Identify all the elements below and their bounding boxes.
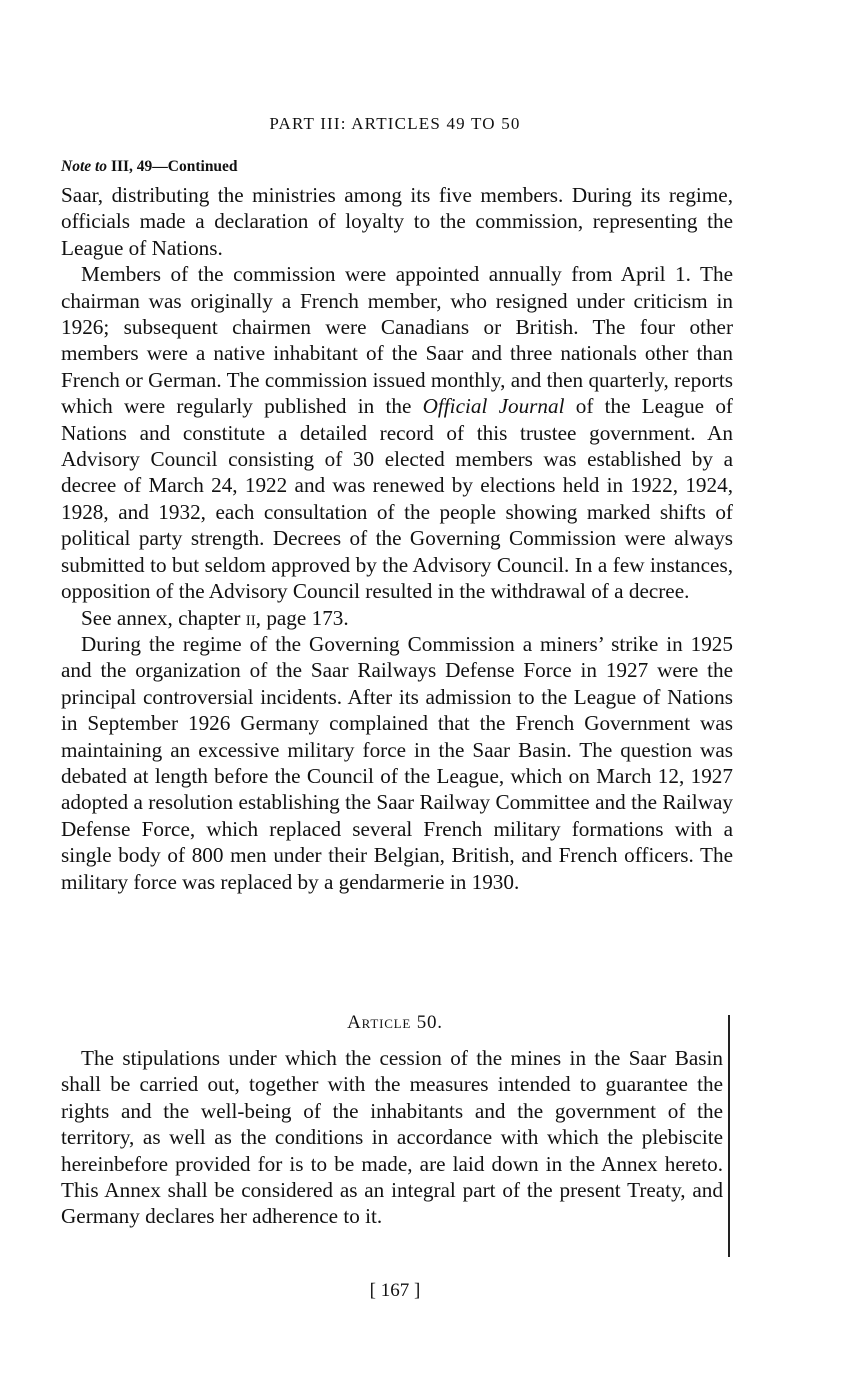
paragraph-4: During the regime of the Governing Commission a miners’ strike in 1925 and the organization of the Saar Railways Defense Force in 1927 were the principal controversial incidents. After its admission to the League of Nations in September 1926 Germany complained that the French Government was maintaining an excessive military force in the Saar Basin. The question was debated at length before the Council of the League, which on March 12, 1927 adopted a resolution establishing the Saar Railway Committee and the Railway Defense Force, which replaced several French military formations with a single body of 800 men under their Belgian, British, and French officers. The military force was replaced by a gendarmerie in 1930. — [61, 631, 733, 894]
see-annex-text: See annex, chapter — [81, 605, 246, 630]
note-heading-bold: III, 49—Continued — [110, 158, 238, 175]
paragraph-2 — [61, 261, 733, 604]
margin-rule — [728, 1015, 730, 1257]
note-body — [61, 182, 733, 895]
running-head: PART III: ARTICLES 49 TO 50 — [269, 114, 521, 133]
note-heading — [61, 158, 238, 176]
paragraph-2-part-b: of the League of Nations and constitute a detailed record of this trustee government. An Advisory Council consisting of 30 elected members was established by a decree of March 24, 1922 and was renewed by elections held in 1922, 1924, 1928, and 1932, each consultation of the people showing marked shifts of political party strength. Decrees of the Governing Commission were always submitted to but seldom approved by the Advisory Council. In a few instances, opposition of the Advisory Council resulted in the withdrawal of a decree. — [61, 394, 733, 604]
page-reference: , page 173. — [255, 605, 349, 630]
chapter-numeral: ii — [245, 605, 256, 630]
paragraph-1: Saar, distributing the ministries among its five members. During its regime, officials made a declaration of loyalty to the commission, representing the League of Nations. — [61, 183, 733, 260]
article-text: The stipulations under which the cession of the mines in the Saar Basin shall be carried out, together with the measures intended to guarantee the rights and the well-being of the inhabitants and the government of the territory, as well as the conditions in accordance with which the plebiscite hereinbefore provided for is to be made, are laid down in the Annex hereto. This Annex shall be considered as an integral part of the present Treaty, and Germany declares her adherence to it. — [61, 1046, 723, 1229]
paragraph-2-part-a: Members of the commission were appointed annually from April 1. The chairman was originally a French member, who resigned under criticism in 1926; subsequent chairmen were Canadians or British. The four other members were a native inhabitant of the Saar and three nationals other than French or German. The commission issued monthly, and then quarterly, reports which were regularly published in the — [61, 262, 733, 419]
page-number: [ 167 ] — [369, 1280, 421, 1301]
paragraph-3-cross-reference — [61, 605, 733, 631]
article-heading: Article 50. — [347, 1012, 443, 1033]
note-heading-italic: Note to — [61, 158, 108, 175]
official-journal-title: Official Journal — [422, 394, 565, 419]
